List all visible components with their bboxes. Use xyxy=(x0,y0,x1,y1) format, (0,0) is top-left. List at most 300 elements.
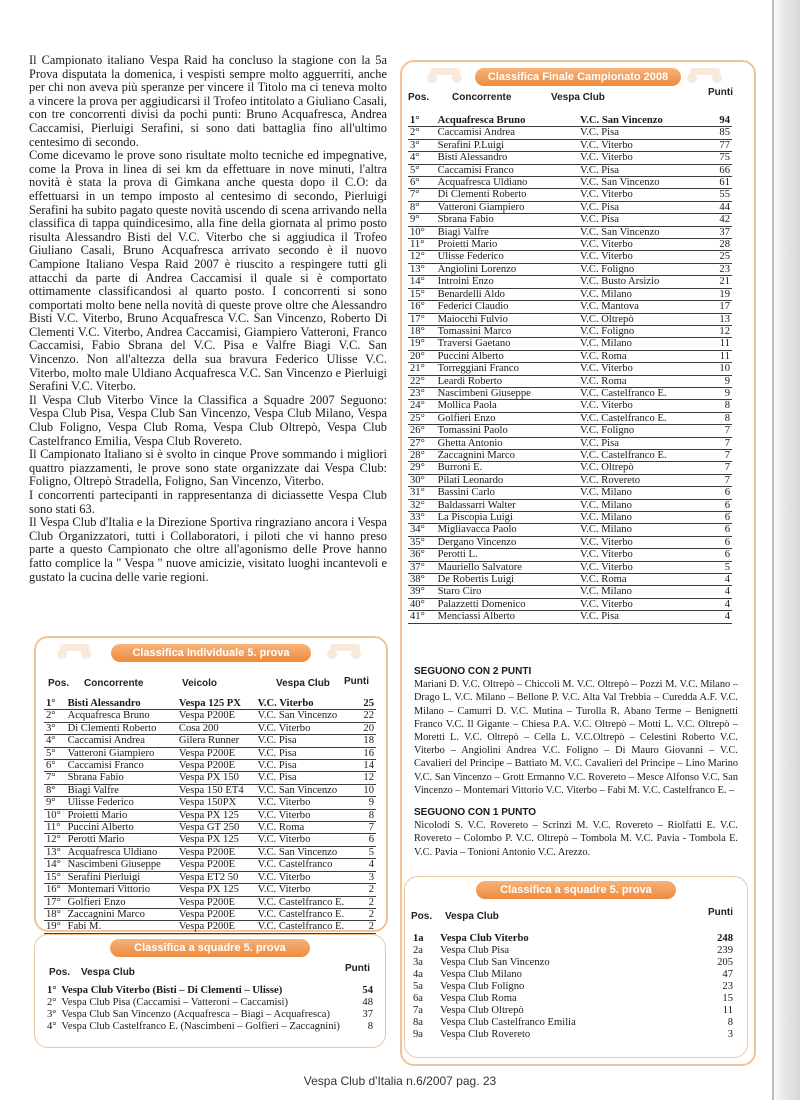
final-standings-cell: V.C. Pisa xyxy=(578,164,711,176)
individual-5-cell: Vespa P200E xyxy=(177,846,256,858)
article-paragraph: Il Campionato Italiano si è svolto in cinque Prove sommando i migliori quattro piazzamenti, le prove sono state organizzate dai Vespa Club: Foligno, Oltrepò Stradella, Foligno, San Vincenzo, Viterbo. xyxy=(29,447,387,489)
final-standings-cell: Mauriello Salvatore xyxy=(436,561,578,573)
final-standings-cell: V.C. Castelfranco E. xyxy=(578,449,711,461)
final-standings-cell: 21 xyxy=(711,276,732,288)
individual-5-cell: V.C. Viterbo xyxy=(256,834,360,846)
final-standings-cell: 4 xyxy=(711,598,732,610)
one-point-block xyxy=(414,806,738,859)
individual-5-cell: Gilera Runner xyxy=(177,735,256,747)
final-standings-cell: 6 xyxy=(711,499,732,511)
final-standings-cell: V.C. Viterbo xyxy=(578,549,711,561)
individual-5-cell: V.C. Viterbo xyxy=(256,797,360,809)
final-standings-cell: 6 xyxy=(711,549,732,561)
final-standings-row xyxy=(408,226,732,238)
final-standings-cell: 31° xyxy=(408,487,436,499)
individual-5-cell: Golfieri Enzo xyxy=(66,896,177,908)
individual-5-row xyxy=(44,710,376,722)
final-standings-cell: V.C. Viterbo xyxy=(578,239,711,251)
one-point-title: SEGUONO CON 1 PUNTO xyxy=(414,807,537,818)
final-standings-cell: 12° xyxy=(408,251,436,263)
final-standings-row xyxy=(408,375,732,387)
final-standings-cell: 7 xyxy=(711,425,732,437)
final-standings-cell: 19 xyxy=(711,288,732,300)
final-standings-cell: Biagi Valfre xyxy=(436,226,578,238)
final-standings-cell: Golfieri Enzo xyxy=(436,412,578,424)
final-standings-cell: 9 xyxy=(711,375,732,387)
individual-5-cell: V.C. San Vincenzo xyxy=(256,784,360,796)
final-teams-cell: Vespa Club Milano xyxy=(440,969,522,980)
individual-5-cell: 19° xyxy=(44,921,66,933)
individual-5-row xyxy=(44,884,376,896)
final-standings-row xyxy=(408,499,732,511)
final-standings-cell: V.C. Viterbo xyxy=(578,139,711,151)
final-teams-cell: 11 xyxy=(722,1005,733,1016)
teams-5-row xyxy=(45,997,375,1009)
individual-5-cell: Serafini Pierluigi xyxy=(66,871,177,883)
final-standings-row xyxy=(408,462,732,474)
final-standings-cell: Menciassi Alberto xyxy=(436,611,578,623)
individual-5-cell: Caccamisi Andrea xyxy=(66,735,177,747)
final-standings-cell: De Robertis Luigi xyxy=(436,574,578,586)
individual-5-row xyxy=(44,760,376,772)
teams-5-row xyxy=(45,985,375,997)
individual-5-cell: Nascimbeni Giuseppe xyxy=(66,859,177,871)
final-standings-cell: 39° xyxy=(408,586,436,598)
col-pos: Pos. xyxy=(408,92,430,103)
final-standings-cell: V.C. Viterbo xyxy=(578,561,711,573)
individual-5-row xyxy=(44,834,376,846)
final-standings-row xyxy=(408,536,732,548)
final-standings-cell: 5 xyxy=(711,561,732,573)
final-standings-cell: Palazzetti Domenico xyxy=(436,598,578,610)
final-standings-cell: 6° xyxy=(408,177,436,189)
final-standings-row xyxy=(408,115,732,127)
final-standings-cell: 8 xyxy=(711,412,732,424)
individual-5-cell: 3° xyxy=(44,722,66,734)
final-standings-cell: Traversi Gaetano xyxy=(436,338,578,350)
final-standings-cell: La Piscopia Luigi xyxy=(436,512,578,524)
final-standings-cell: 10° xyxy=(408,226,436,238)
final-standings-cell: V.C. Milano xyxy=(578,586,711,598)
teams-5-cell: 37 xyxy=(362,1009,373,1020)
final-teams-row xyxy=(411,945,735,957)
final-standings-row xyxy=(408,325,732,337)
final-standings-cell: Federici Claudio xyxy=(436,301,578,313)
teams-5-cell: 3° xyxy=(47,1009,57,1020)
final-standings-cell: Zaccagnini Marco xyxy=(436,449,578,461)
individual-5-cell: Bisti Alessandro xyxy=(66,698,177,710)
final-standings-cell: V.C. Rovereto xyxy=(578,474,711,486)
final-standings-row xyxy=(408,152,732,164)
final-standings-cell: 7° xyxy=(408,189,436,201)
final-standings-cell: Nascimbeni Giuseppe xyxy=(436,387,578,399)
individual-5-cell: Vespa P200E xyxy=(177,908,256,920)
individual-5-cell: V.C. Pisa xyxy=(256,760,360,772)
final-standings-cell: Ghetta Antonio xyxy=(436,437,578,449)
final-teams-row xyxy=(411,969,735,981)
individual-5-cell: Vespa P200E xyxy=(177,710,256,722)
final-standings-cell: 7 xyxy=(711,474,732,486)
final-standings-cell: 44 xyxy=(711,201,732,213)
individual-5-table xyxy=(44,698,376,946)
individual-5-cell: 2° xyxy=(44,710,66,722)
individual-5-cell: 22 xyxy=(359,710,376,722)
page-fold-line xyxy=(772,0,774,1100)
final-teams-cell: Vespa Club Castelfranco Emilia xyxy=(440,1017,576,1028)
final-teams-row xyxy=(411,993,735,1005)
individual-5-cell: 5 xyxy=(359,846,376,858)
final-standings-cell: 6 xyxy=(711,536,732,548)
individual-5-row xyxy=(44,735,376,747)
final-standings-cell: 21° xyxy=(408,363,436,375)
individual-5-cell: 6 xyxy=(359,834,376,846)
col-points: Punti xyxy=(708,87,733,98)
col-club: Vespa Club xyxy=(551,92,605,103)
final-standings-cell: V.C. Oltrepò xyxy=(578,462,711,474)
final-standings-row xyxy=(408,214,732,226)
teams-5-panel xyxy=(34,934,386,1048)
individual-5-cell: 12° xyxy=(44,834,66,846)
final-teams-cell: 2a xyxy=(413,945,423,956)
final-standings-cell: Acquafresca Bruno xyxy=(436,115,578,127)
individual-5-cell: 2 xyxy=(359,896,376,908)
final-standings-cell: Pilati Leonardo xyxy=(436,474,578,486)
final-standings-cell: Bisti Alessandro xyxy=(436,152,578,164)
final-standings-row xyxy=(408,189,732,201)
final-teams-cell: 248 xyxy=(717,933,733,944)
individual-5-cell: 13° xyxy=(44,846,66,858)
individual-5-cell: 16 xyxy=(359,747,376,759)
final-standings-cell: 24° xyxy=(408,400,436,412)
ind-col-club: Vespa Club xyxy=(276,678,330,689)
final-standings-row xyxy=(408,412,732,424)
final-standings-cell: 28° xyxy=(408,449,436,461)
individual-5-cell: Cosa 200 xyxy=(177,722,256,734)
two-points-title: SEGUONO CON 2 PUNTI xyxy=(414,666,532,677)
final-standings-cell: Tomassini Paolo xyxy=(436,425,578,437)
final-standings-cell: Introini Enzo xyxy=(436,276,578,288)
final-standings-cell: 25° xyxy=(408,412,436,424)
individual-5-cell: 17° xyxy=(44,896,66,908)
individual-5-row xyxy=(44,871,376,883)
final-teams-cell: Vespa Club Pisa xyxy=(440,945,510,956)
final-standings-cell: 17° xyxy=(408,313,436,325)
ind-col-points: Punti xyxy=(344,676,369,687)
final-standings-cell: 94 xyxy=(711,115,732,127)
final-teams-row xyxy=(411,1029,735,1041)
final-standings-cell: 7 xyxy=(711,462,732,474)
final-standings-cell: V.C. Foligno xyxy=(578,425,711,437)
final-teams-title: Classifica a squadre 5. prova xyxy=(476,881,676,899)
final-standings-cell: V.C. Pisa xyxy=(578,127,711,139)
final-standings-cell: Torreggiani Franco xyxy=(436,363,578,375)
final-standings-cell: V.C. Oltrepò xyxy=(578,313,711,325)
final-standings-cell: Caccamisi Andrea xyxy=(436,127,578,139)
individual-5-row xyxy=(44,921,376,933)
teams-5-cell: 8 xyxy=(367,1021,373,1032)
final-standings-cell: V.C. Pisa xyxy=(578,201,711,213)
final-teams-cell: 5a xyxy=(413,981,423,992)
final-standings-cell: V.C. Milano xyxy=(578,338,711,350)
teams-5-cell: 48 xyxy=(362,997,373,1008)
teams-5-cell: Vespa Club San Vincenzo (Acquafresca – Biagi – Acquafresca) xyxy=(61,1009,330,1020)
final-standings-cell: V.C. Foligno xyxy=(578,263,711,275)
final-standings-cell: 37° xyxy=(408,561,436,573)
final-standings-cell: 8 xyxy=(711,400,732,412)
two-points-text: Mariani D. V.C. Oltrepò – Chiccoli M. V.C. Oltrepò – Pozzi M. V.C. Milano – Drago L. V.C. Milano – Bellone P. V.C. Alta Val Trebbia – Curedda A.F. V.C. Milano – Camurri D. V.C. Mutina – Turolla R. Abano Terme – Benignetti Franco V.C. Il Gigante – Chiesa P.A. V.C. Oltrepò – Motti L. V.C. Oltrepò – Moretti L. V.C. Oltrepò – Cella L. V.C.Oltrepò – Celestini Roberto V.C. Viterbo – Angiolini Andrea V.C. Foligno – Di Mauro Giovanni – V.C. Cavalieri del Principe – Battiato M. V.C. Cavalieri del Principe – Lino Marino V.C. San Vincenzo – Grott Ermanno V.C. Rovereto – Mesce Alfonso V.C. San Vincenzo – Montemari Vittorio V.C. Viterbo – Fabi M. V.C. Castelfranco E. – xyxy=(414,679,738,796)
final-teams-cell: 8 xyxy=(727,1017,733,1028)
final-standings-cell: V.C. San Vincenzo xyxy=(578,226,711,238)
final-standings-row xyxy=(408,598,732,610)
final-teams-cell: Vespa Club Oltrepò xyxy=(440,1005,524,1016)
final-teams-cell: 15 xyxy=(722,993,733,1004)
final-standings-cell: 22° xyxy=(408,375,436,387)
final-standings-cell: 11 xyxy=(711,350,732,362)
individual-5-row xyxy=(44,809,376,821)
final-teams-col-pos: Pos. xyxy=(411,911,433,922)
final-standings-cell: V.C. Roma xyxy=(578,574,711,586)
final-standings-cell: Vatteroni Giampiero xyxy=(436,201,578,213)
final-standings-cell: 38° xyxy=(408,574,436,586)
individual-5-cell: V.C. San Vincenzo xyxy=(256,710,360,722)
final-standings-cell: 8° xyxy=(408,201,436,213)
individual-5-cell: 6° xyxy=(44,760,66,772)
col-name: Concorrente xyxy=(452,92,512,103)
page-edge-shadow xyxy=(772,0,800,1100)
final-standings-row xyxy=(408,239,732,251)
final-teams-row xyxy=(411,933,735,945)
final-standings-cell: 6 xyxy=(711,512,732,524)
final-standings-row xyxy=(408,449,732,461)
individual-5-cell: V.C. Pisa xyxy=(256,772,360,784)
individual-5-cell: Vespa P200E xyxy=(177,921,256,933)
individual-5-cell: 12 xyxy=(359,772,376,784)
final-standings-cell: 35° xyxy=(408,536,436,548)
final-standings-cell: V.C. Busto Arsizio xyxy=(578,276,711,288)
individual-5-cell: Vespa 125 PX xyxy=(177,698,256,710)
final-standings-cell: 61 xyxy=(711,177,732,189)
individual-5-cell: Vespa PX 125 xyxy=(177,809,256,821)
individual-5-cell: Vespa P200E xyxy=(177,859,256,871)
final-teams-cell: 7a xyxy=(413,1005,423,1016)
final-standings-cell: V.C. Roma xyxy=(578,350,711,362)
final-standings-row xyxy=(408,139,732,151)
final-teams-cell: 9a xyxy=(413,1029,423,1040)
individual-5-row xyxy=(44,908,376,920)
final-teams-col-club: Vespa Club xyxy=(445,911,499,922)
individual-5-cell: V.C. Viterbo xyxy=(256,809,360,821)
final-standings-cell: 13 xyxy=(711,313,732,325)
teams-5-cell: Vespa Club Castelfranco E. (Nascimbeni – Golfieri – Zaccagnini) xyxy=(61,1021,340,1032)
final-standings-cell: V.C. Viterbo xyxy=(578,598,711,610)
individual-5-cell: 11° xyxy=(44,822,66,834)
individual-5-cell: Vatteroni Giampiero xyxy=(66,747,177,759)
final-standings-cell: Ulisse Federico xyxy=(436,251,578,263)
final-standings-cell: 34° xyxy=(408,524,436,536)
final-standings-cell: 28 xyxy=(711,239,732,251)
individual-5-cell: 3 xyxy=(359,871,376,883)
final-standings-cell: 85 xyxy=(711,127,732,139)
final-teams-cell: 8a xyxy=(413,1017,423,1028)
final-teams-cell: 239 xyxy=(717,945,733,956)
final-standings-cell: V.C. Pisa xyxy=(578,437,711,449)
final-standings-row xyxy=(408,474,732,486)
final-standings-cell: Migliavacca Paolo xyxy=(436,524,578,536)
final-teams-row xyxy=(411,957,735,969)
final-standings-cell: 75 xyxy=(711,152,732,164)
individual-5-cell: V.C. Pisa xyxy=(256,747,360,759)
individual-5-cell: 4 xyxy=(359,859,376,871)
individual-5-cell: 8 xyxy=(359,809,376,821)
individual-5-cell: Caccamisi Franco xyxy=(66,760,177,772)
final-standings-cell: Dergano Vincenzo xyxy=(436,536,578,548)
final-standings-cell: 36° xyxy=(408,549,436,561)
final-standings-row xyxy=(408,350,732,362)
individual-5-cell: V.C. Roma xyxy=(256,822,360,834)
ind-col-vehicle: Veicolo xyxy=(182,678,218,689)
final-standings-cell: Leardi Roberto xyxy=(436,375,578,387)
individual-5-cell: V.C. Castelfranco E. xyxy=(256,908,360,920)
individual-5-cell: V.C. Pisa xyxy=(256,735,360,747)
one-point-text: Nicolodi S. V.C. Rovereto – Scrinzi M. V.C. Rovereto – Riolfatti E. V.C. Rovereto – Colombo P. V.C. Oltrepò – Tombola M. V.C. Pavia - Tombola E. V.C. Pavia – Tonioni Antonio V.C. Arezzo. xyxy=(414,820,738,858)
individual-5-cell: 20 xyxy=(359,722,376,734)
individual-5-cell: 2 xyxy=(359,884,376,896)
final-standings-cell: 1° xyxy=(408,115,436,127)
final-standings-cell: 33° xyxy=(408,512,436,524)
final-standings-cell: 4 xyxy=(711,586,732,598)
individual-5-cell: 16° xyxy=(44,884,66,896)
final-standings-cell: V.C. Pisa xyxy=(578,214,711,226)
final-standings-cell: 27° xyxy=(408,437,436,449)
final-standings-cell: 13° xyxy=(408,263,436,275)
final-teams-cell: 3 xyxy=(727,1029,733,1040)
final-standings-row xyxy=(408,201,732,213)
final-standings-cell: V.C. Pisa xyxy=(578,611,711,623)
final-standings-cell: V.C. Castelfranco E. xyxy=(578,387,711,399)
teams-5-cell: Vespa Club Viterbo (Bisti – Di Clementi – Ulisse) xyxy=(61,985,283,996)
individual-5-cell: 18 xyxy=(359,735,376,747)
individual-5-cell: Biagi Valfre xyxy=(66,784,177,796)
final-teams-cell: Vespa Club Foligno xyxy=(440,981,525,992)
individual-5-cell: Vespa PX 125 xyxy=(177,884,256,896)
final-teams-cell: Vespa Club Viterbo xyxy=(440,933,529,944)
article-paragraph: Il Vespa Club d'Italia e la Direzione Sportiva ringraziano ancora i Vespa Club Organizzatori, tutti i Collaboratori, i piloti che vi hanno preso parte a questo Campionato che oltre all'agonismo delle Prove hanno fatto complice la " Vespa " nuove amicizie, visitato luoghi incantevoli e gustato la cucina delle varie regioni. xyxy=(29,515,387,584)
final-standings-cell: 6 xyxy=(711,524,732,536)
individual-5-cell: 5° xyxy=(44,747,66,759)
individual-5-row xyxy=(44,822,376,834)
final-standings-row xyxy=(408,487,732,499)
individual-5-cell: V.C. Viterbo xyxy=(256,884,360,896)
individual-5-cell: Vespa 150PX xyxy=(177,797,256,809)
teams-5-cell: Vespa Club Pisa (Caccamisi – Vatteroni – Caccamisi) xyxy=(61,997,289,1008)
final-standings-cell: 7 xyxy=(711,449,732,461)
final-standings-row xyxy=(408,127,732,139)
final-standings-cell: Di Clementi Roberto xyxy=(436,189,578,201)
individual-5-row xyxy=(44,797,376,809)
article-paragraph: Il Vespa Club Viterbo Vince la Classifica a Squadre 2007 Seguono: Vespa Club Pisa, Vespa Club San Vincenzo, Vespa Club Milano, Vespa Club Foligno, Vespa Club Roma, Vespa Club Oltrepò, Vespa Club Castelfranco Emilia, Vespa Club Rovereto. xyxy=(29,392,387,448)
teams-5-table xyxy=(45,985,375,1033)
final-teams-table xyxy=(411,933,735,1041)
individual-5-cell: 10° xyxy=(44,809,66,821)
individual-5-cell: Perotti Mario xyxy=(66,834,177,846)
final-standings-row xyxy=(408,561,732,573)
final-teams-col-points: Punti xyxy=(708,907,733,918)
final-standings-cell: V.C. Roma xyxy=(578,375,711,387)
teams5-col-points: Punti xyxy=(345,963,370,974)
final-standings-cell: Benardelli Aldo xyxy=(436,288,578,300)
individual-5-cell: Vespa P200E xyxy=(177,747,256,759)
final-standings-cell: V.C. Milano xyxy=(578,524,711,536)
final-standings-cell: V.C. San Vincenzo xyxy=(578,115,711,127)
individual-5-row xyxy=(44,698,376,710)
individual-5-cell: 14° xyxy=(44,859,66,871)
individual-5-row xyxy=(44,722,376,734)
final-standings-cell: 9° xyxy=(408,214,436,226)
final-standings-cell: 14° xyxy=(408,276,436,288)
individual-5-cell: Vespa P200E xyxy=(177,760,256,772)
individual-5-cell: Sbrana Fabio xyxy=(66,772,177,784)
final-standings-cell: 4 xyxy=(711,611,732,623)
final-standings-cell: Burroni E. xyxy=(436,462,578,474)
individual-5-cell: V.C. San Vincenzo xyxy=(256,846,360,858)
final-standings-cell: Acquafresca Uldiano xyxy=(436,177,578,189)
individual-5-cell: Vespa PX 150 xyxy=(177,772,256,784)
final-standings-cell: V.C. Viterbo xyxy=(578,536,711,548)
final-teams-cell: 1a xyxy=(413,933,424,944)
individual-5-row xyxy=(44,772,376,784)
individual-5-cell: 1° xyxy=(44,698,66,710)
final-standings-cell: 23° xyxy=(408,387,436,399)
teams-5-cell: 54 xyxy=(362,985,373,996)
individual-5-row xyxy=(44,859,376,871)
final-standings-cell: Baldassarri Walter xyxy=(436,499,578,511)
final-standings-title: Classifica Finale Campionato 2008 xyxy=(475,68,681,86)
article-paragraph: Il Campionato italiano Vespa Raid ha concluso la stagione con la 5a Prova disputata la domenica, i vespisti sempre molto agguerriti, anche per chi non aveva più speranze per vincere il Titolo ma ci teneva molto a vincere la prova per aggiudicarsi il Trofeo intitolato a Giuliano Casali, con tre concorrenti divisi da pochi punti: Bruno Acquafresca, Andrea Caccamisi, Pierluigi Serafini, si sono dati battaglia fino all'ultimo centesimo di secondo. xyxy=(29,53,387,149)
final-standings-row xyxy=(408,387,732,399)
individual-5-title: Classifica Individuale 5. prova xyxy=(111,644,311,662)
final-teams-cell: 23 xyxy=(722,981,733,992)
final-standings-cell: 17 xyxy=(711,301,732,313)
final-standings-row xyxy=(408,288,732,300)
individual-5-cell: 7° xyxy=(44,772,66,784)
individual-5-cell: 15° xyxy=(44,871,66,883)
article-paragraph: Come dicevamo le prove sono risultate molto tecniche ed impegnative, come la Prova in linea di sei km da effettuare in nove minuti, l'altra novità è stata la prova di Gimkana anche questa dopo il C.O: da effettuarsi in un tempo imposto al centesimo di secondo, Pierluigi Serafini ha subito pagato queste novità uscendo di scena arrivando nella classifica di tappa quindicesimo, alla fine della giornata al primo posto risulta Alessandro Bisti del V.C. Viterbo che si aggiudica il Trofeo Giuliano Casali, Bruno Acquafresca arrivato secondo è il nuovo Campione Italiano Vespa Raid 2007 è riuscito a respingere tutti gli attacchi da parte di Andrea Caccamisi il quale si è comportato ottimamente classificandosi al quarto posto. I concorrenti si sono comportati molto bene nella novità di queste prove oltre che Alessandro Bisti V.C. Viterbo, Bruno Acquafresca V.C. San Vincenzo, Roberto Di Clementi V.C. Viterbo, Andrea Caccamisi, Giampiero Vatteroni, Franco Caccamisi, Fabio Sbrana del V.C. Pisa e Valfre Biagi V.C. San Vincenzo. Non all'altezza della sua bravura Federico Ulisse V.C. Viterbo, molto male Uldiano Acquafresca V.C. San Vincenzo e Pierluigi Serafini V.C. Viterbo. xyxy=(29,148,387,394)
individual-5-cell: Acquafresca Bruno xyxy=(66,710,177,722)
final-standings-cell: 30° xyxy=(408,474,436,486)
two-points-block xyxy=(414,665,738,797)
ind-col-pos: Pos. xyxy=(48,678,70,689)
individual-5-row xyxy=(44,784,376,796)
final-teams-row xyxy=(411,1017,735,1029)
individual-5-cell: 10 xyxy=(359,784,376,796)
individual-5-cell: Vespa 150 ET4 xyxy=(177,784,256,796)
teams-5-title: Classifica a squadre 5. prova xyxy=(110,939,310,957)
final-standings-cell: Bassini Carlo xyxy=(436,487,578,499)
individual-5-cell: Ulisse Federico xyxy=(66,797,177,809)
individual-5-cell: 7 xyxy=(359,822,376,834)
final-standings-row xyxy=(408,301,732,313)
individual-5-cell: V.C. Castelfranco E. xyxy=(256,896,360,908)
final-standings-cell: V.C. Viterbo xyxy=(578,251,711,263)
final-standings-cell: V.C. Castelfranco E. xyxy=(578,412,711,424)
final-teams-row xyxy=(411,981,735,993)
final-standings-cell: 15° xyxy=(408,288,436,300)
final-standings-cell: 16° xyxy=(408,301,436,313)
final-standings-cell: 25 xyxy=(711,251,732,263)
final-standings-cell: V.C. Milano xyxy=(578,288,711,300)
final-standings-row xyxy=(408,574,732,586)
page-footer: Vespa Club d'Italia n.6/2007 pag. 23 xyxy=(303,1074,497,1088)
